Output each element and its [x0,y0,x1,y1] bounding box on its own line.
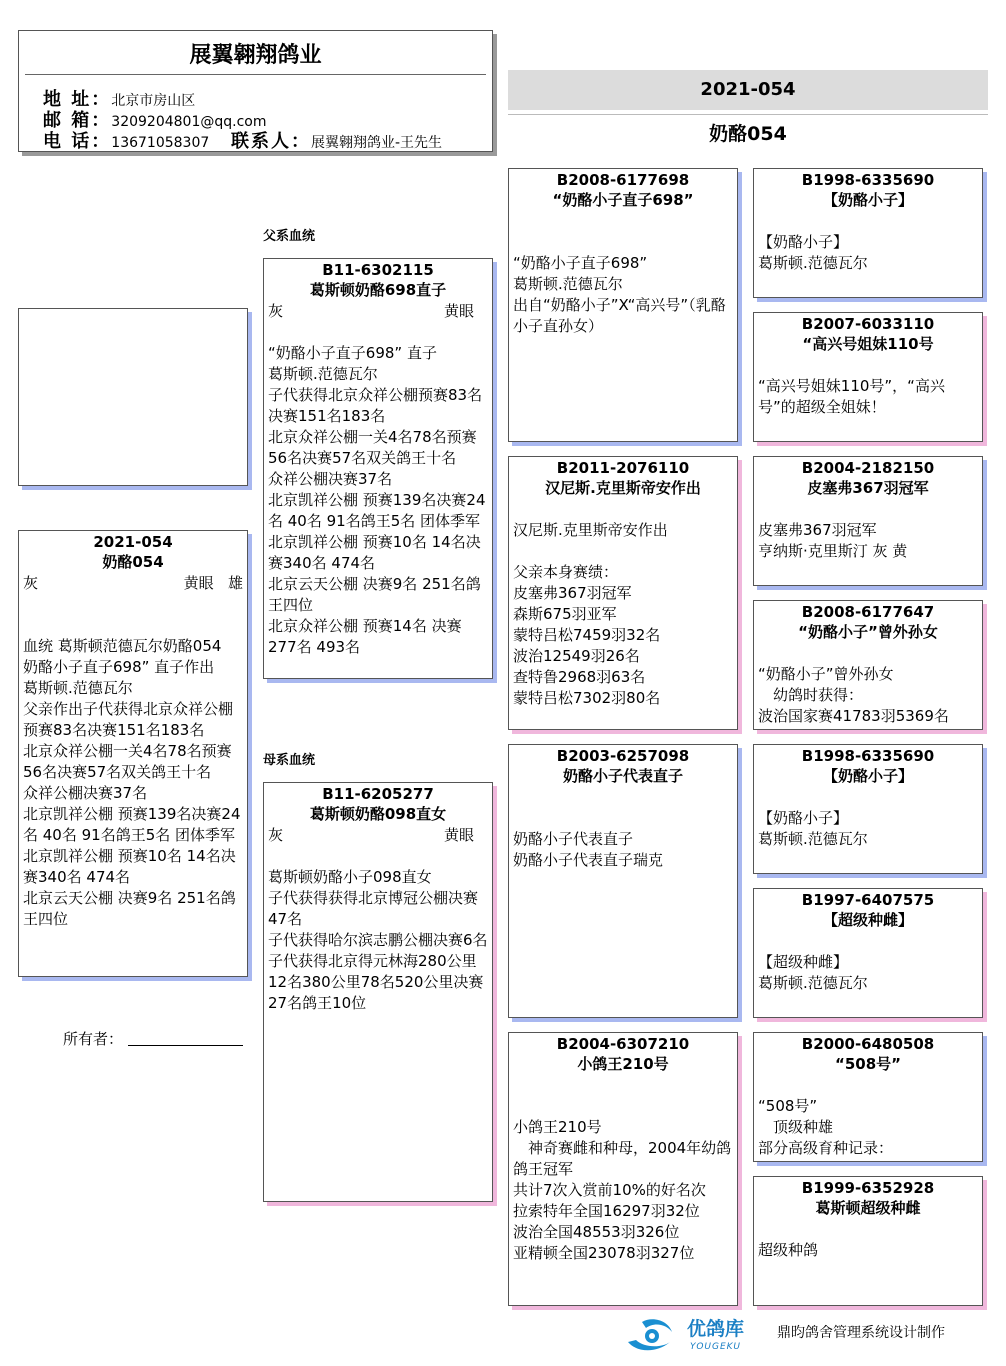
ggp-name: 【奶酪小子】 [822,767,913,785]
ggp-notes: “奶酪小子”曾外孙女 幼鸽时获得： 波治国家赛41783羽5369名 [758,665,949,725]
grandparent-card [508,744,738,1018]
gp-ring: B2003-6257098 [556,747,690,765]
great-grandparent-card [753,1176,983,1306]
sire-notes: “奶酪小子直子698” 直子 葛斯顿.范德瓦尔 子代获得北京众祥公棚预赛83名决赛151名183名 北京众祥公棚一关4名78名预赛56名决赛57名双关鸽王十名 众祥公棚决赛37名 北京凯祥公棚 预赛139名决赛24名 40名 91名鸽王5名 团体季军 北京凯祥公棚 预赛10名 14名决赛340名 474名 北京云天公棚 决赛9名 251名鸽王四位 北京众祥公棚 预赛14名 决赛277名 493名 [268,344,486,656]
contact-row [231,127,442,153]
ggp-ring: B2000-6480508 [801,1035,935,1053]
ggp-ring: B1999-6352928 [801,1179,935,1197]
gp-name: 小鸽王210号 [577,1055,669,1073]
address-label: 地 址： [43,89,112,110]
subject-ring: 2021-054 [93,533,173,551]
banner-divider [508,114,988,115]
ggp-ring: B1998-6335690 [801,171,935,189]
loft-header [18,30,493,152]
ggp-notes: “508号” 顶级种雄 部分高级育种记录： [758,1097,894,1157]
dam-traits [264,825,492,846]
dam-name: 葛斯顿奶酪098直女 [309,805,447,823]
sire-ring: B11-6302115 [322,261,434,279]
ggp-name: “奶酪小子”曾外孙女 [798,623,938,641]
gp-notes: 小鸽王210号 神奇赛雌和种母，2004年幼鸽鸽王冠军 共计7次入赏前10%的好名次 拉索特年全国16297羽32位 波治全国48553羽326位 亚精顿全国23078羽327位 [513,1118,732,1262]
phone-row [43,127,209,153]
gp-notes: 奶酪小子代表直子 奶酪小子代表直子瑞克 [513,830,664,869]
subject-sex: 雄 [227,574,243,592]
subject-card [18,530,248,977]
top-ring-banner [508,70,988,110]
gp-notes: 汉尼斯.克里斯帝安作出 父亲本身赛绩： 皮塞弗367羽冠军 森斯675羽亚军 蒙特吕松7459羽32名 波治12549羽26名 查特鲁2968羽63名 蒙特吕松7302羽80名 [513,521,668,707]
top-name: 奶酪054 [709,123,787,145]
phone-value: 13671058307 [111,135,210,151]
ggp-notes: 超级种鸽 [758,1241,819,1259]
dam-card [263,782,493,1202]
great-grandparent-card [753,1032,983,1162]
ggp-notes: 【奶酪小子】 葛斯顿.范德瓦尔 [758,233,868,272]
pigeon-photo [18,308,248,486]
dam-ring: B11-6205277 [322,785,434,803]
sire-name: 葛斯顿奶酪698直子 [309,281,447,299]
email-value: 3209204801@qq.com [111,114,267,130]
ggp-name: “508号” [834,1055,902,1073]
sire-eye: 黄眼 [443,302,474,320]
contact-label: 联系人： [231,131,311,152]
ggp-notes: 皮塞弗367羽冠军 亨纳斯·克里斯汀 灰 黄 [758,521,908,560]
grandparent-card [508,456,738,730]
subject-name: 奶酪054 [102,553,164,571]
gp-ring: B2011-2076110 [556,459,690,477]
ggp-name: 葛斯顿超级种雌 [815,1199,921,1217]
great-grandparent-card [753,456,983,586]
great-grandparent-card [753,168,983,298]
sire-color: 灰 [268,302,284,320]
subject-color: 灰 [23,574,39,592]
contact-value: 展翼翱翔鸽业-王先生 [311,135,443,151]
sire-card [263,258,493,679]
great-grandparent-card [753,888,983,1018]
yougeku-logo-icon [622,1312,682,1356]
grandparent-card [508,1032,738,1306]
header-divider [25,74,486,75]
ggp-ring: B2008-6177647 [801,603,935,621]
owner-line[interactable] [128,1045,243,1046]
ggp-name: 【奶酪小子】 [822,191,913,209]
top-ring: 2021-054 [700,79,796,100]
sire-line-label: 父系血统 [263,229,316,244]
ggp-name: “高兴号姐妹110号 [802,335,934,353]
gp-ring: B2008-6177698 [556,171,690,189]
dam-eye: 黄眼 [443,826,474,844]
gp-notes: “奶酪小子直子698” 葛斯顿.范德瓦尔 出自“奶酪小子”X“高兴号”（乳酪小子直孙女） [513,254,726,335]
ggp-notes: “高兴号姐妹110号”，“高兴号”的超级全姐妹！ [758,377,945,416]
gp-name: 汉尼斯.克里斯帝安作出 [545,479,701,497]
subject-traits [19,573,247,594]
sire-traits [264,301,492,322]
owner-label: 所有者： [63,1030,124,1048]
dam-color: 灰 [268,826,284,844]
dam-line-label: 母系血统 [263,753,316,768]
ggp-ring: B1997-6407575 [801,891,935,909]
logo-text-en: YOUGEKU [690,1342,742,1352]
grandparent-card [508,168,738,442]
gp-name: “奶酪小子直子698” [552,191,694,209]
great-grandparent-card [753,744,983,874]
gp-ring: B2004-6307210 [556,1035,690,1053]
ggp-notes: 【奶酪小子】 葛斯顿.范德瓦尔 [758,809,868,848]
subject-eye: 黄眼 [183,574,214,592]
ggp-name: 皮塞弗367羽冠军 [807,479,929,497]
dam-notes: 葛斯顿奶酪小子098直女 子代获得获得北京博冠公棚决赛47名 子代获得哈尔滨志鹏公棚决赛6名 子代获得北京得元林海280公里12名380公里78名520公里决赛27名鸽王10位 [268,868,488,1012]
ggp-ring: B2004-2182150 [801,459,935,477]
ggp-ring: B2007-6033110 [801,315,935,333]
great-grandparent-card [753,312,983,442]
email-label: 邮 箱： [43,110,112,131]
ggp-name: 【超级种雌】 [822,911,913,929]
ggp-ring: B1998-6335690 [801,747,935,765]
ggp-notes: 【超级种雌】 葛斯顿.范德瓦尔 [758,953,868,992]
great-grandparent-card [753,600,983,730]
footer-credit: 鼎昀鸽舍管理系统设计制作 [777,1325,945,1341]
gp-name: 奶酪小子代表直子 [562,767,683,785]
logo-text-cn: 优鸽库 [687,1318,745,1340]
address-value: 北京市房山区 [111,93,196,109]
loft-title: 展翼翱翔鸽业 [189,43,322,68]
phone-label: 电 话： [43,131,112,152]
subject-notes: 血统 葛斯顿范德瓦尔奶酪054 奶酪小子直子698” 直子作出 葛斯顿.范德瓦尔 父亲作出子代获得北京众祥公棚预赛83名决赛151名183名 北京众祥公棚一关4名78名预赛56名决赛57名双关鸽王十名 众祥公棚决赛37名 北京凯祥公棚 预赛139名决赛24名 40名 91名鸽王5名 团体季军 北京凯祥公棚 预赛10名 14名决赛340名 474名 北京云天公棚 决赛9名 251名鸽王四位 [23,637,241,928]
